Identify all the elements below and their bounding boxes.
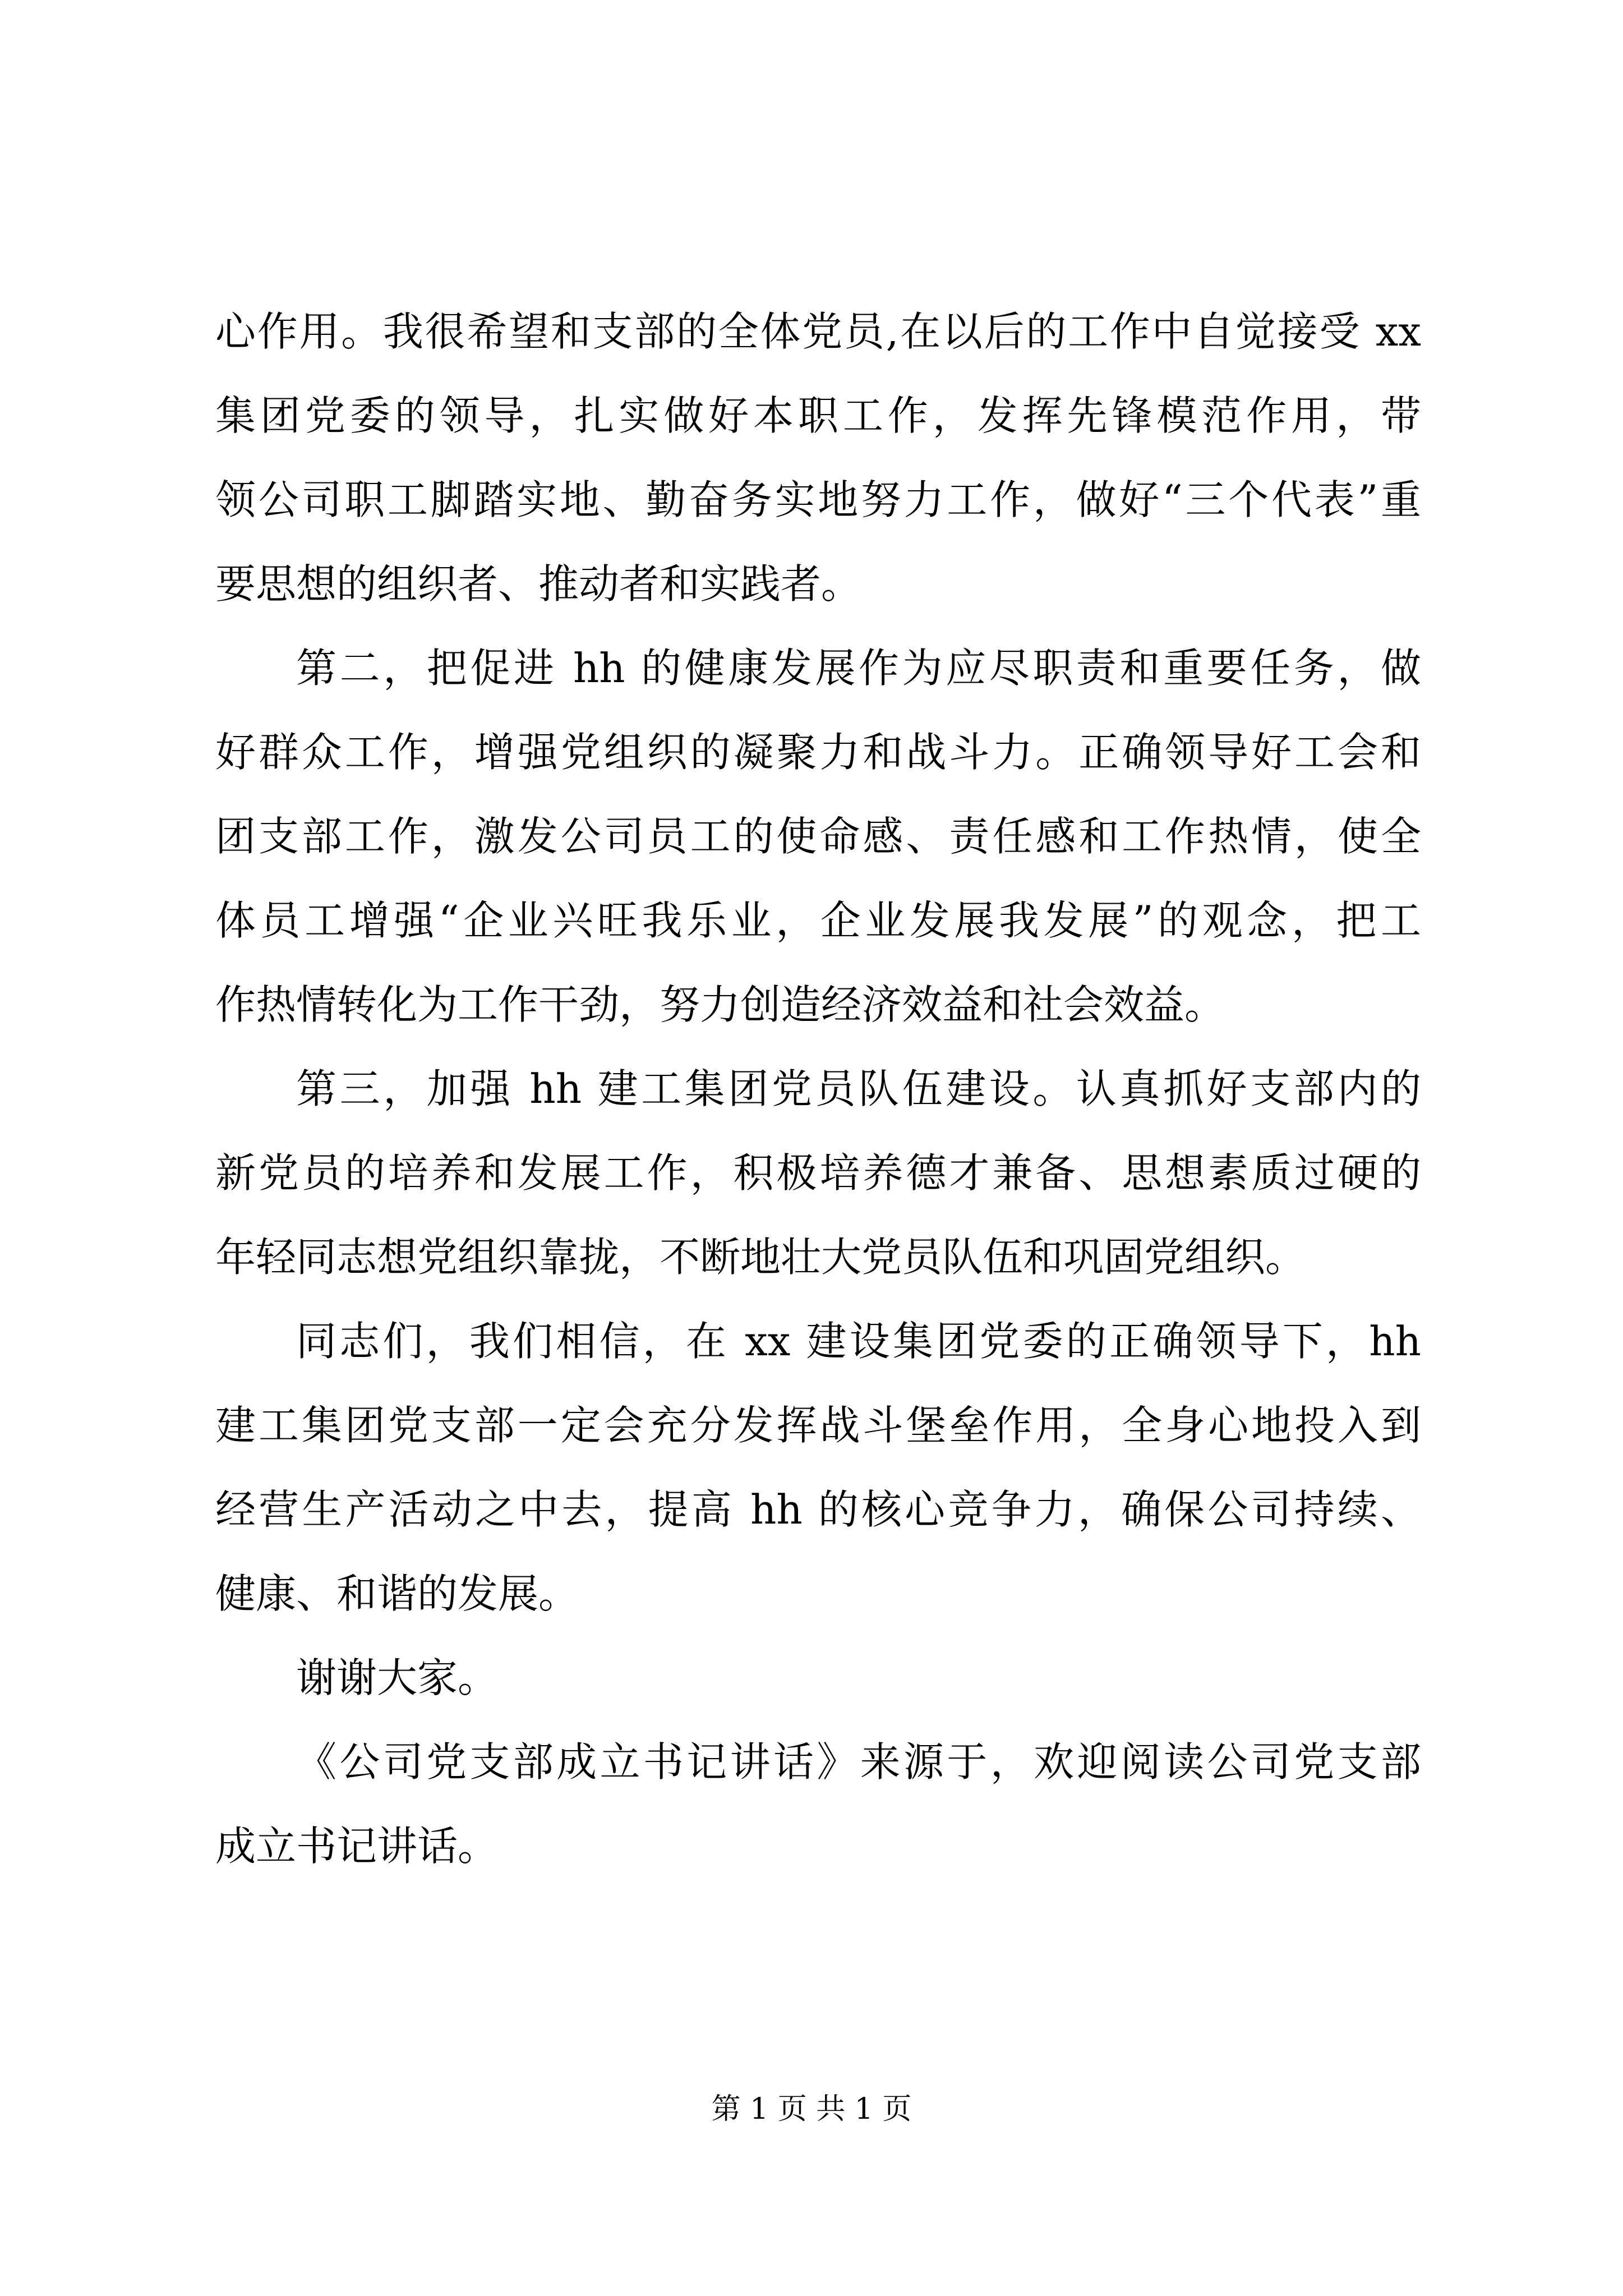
paragraph-line: 经营生产活动之中去，提高 hh 的核心竞争力，确保公司持续、	[215, 1486, 1421, 1533]
paragraph-line: 谢谢大家。	[296, 1654, 499, 1701]
paragraph-line: 团支部工作，激发公司员工的使命感、责任感和工作热情，使全	[215, 813, 1421, 860]
paragraph-line: 建工集团党支部一定会充分发挥战斗堡垒作用，全身心地投入到	[215, 1402, 1421, 1449]
paragraph-line: 要思想的组织者、推动者和实践者。	[215, 560, 862, 608]
paragraph-line: 心作用。我很希望和支部的全体党员,在以后的工作中自觉接受 xx	[215, 308, 1421, 355]
paragraph-line: 《公司党支部成立书记讲话》来源于，欢迎阅读公司党支部	[296, 1738, 1421, 1786]
page-footer: 第 1 页 共 1 页	[711, 2092, 912, 2126]
paragraph-line: 领公司职工脚踏实地、勤奋务实地努力工作，做好“三个代表”重	[215, 476, 1421, 523]
paragraph-line: 集团党委的领导，扎实做好本职工作，发挥先锋模范作用，带	[215, 392, 1421, 439]
paragraph-line: 新党员的培养和发展工作，积极培养德才兼备、思想素质过硬的	[215, 1149, 1421, 1197]
paragraph-line: 第三，加强 hh 建工集团党员队伍建设。认真抓好支部内的	[296, 1065, 1421, 1112]
paragraph-line: 健康、和谐的发展。	[215, 1570, 579, 1617]
paragraph-line: 年轻同志想党组织靠拢，不断地壮大党员队伍和巩固党组织。	[215, 1234, 1306, 1281]
paragraph-line: 好群众工作，增强党组织的凝聚力和战斗力。正确领导好工会和	[215, 729, 1421, 776]
paragraph-line: 作热情转化为工作干劲，努力创造经济效益和社会效益。	[215, 981, 1225, 1028]
paragraph-line: 第二，把促进 hh 的健康发展作为应尽职责和重要任务，做	[296, 645, 1421, 692]
paragraph-line: 体员工增强“企业兴旺我乐业，企业发展我发展”的观念，把工	[215, 897, 1421, 944]
paragraph-line: 成立书记讲话。	[215, 1823, 499, 1870]
paragraph-line: 同志们，我们相信，在 xx 建设集团党委的正确领导下，hh	[296, 1318, 1421, 1365]
